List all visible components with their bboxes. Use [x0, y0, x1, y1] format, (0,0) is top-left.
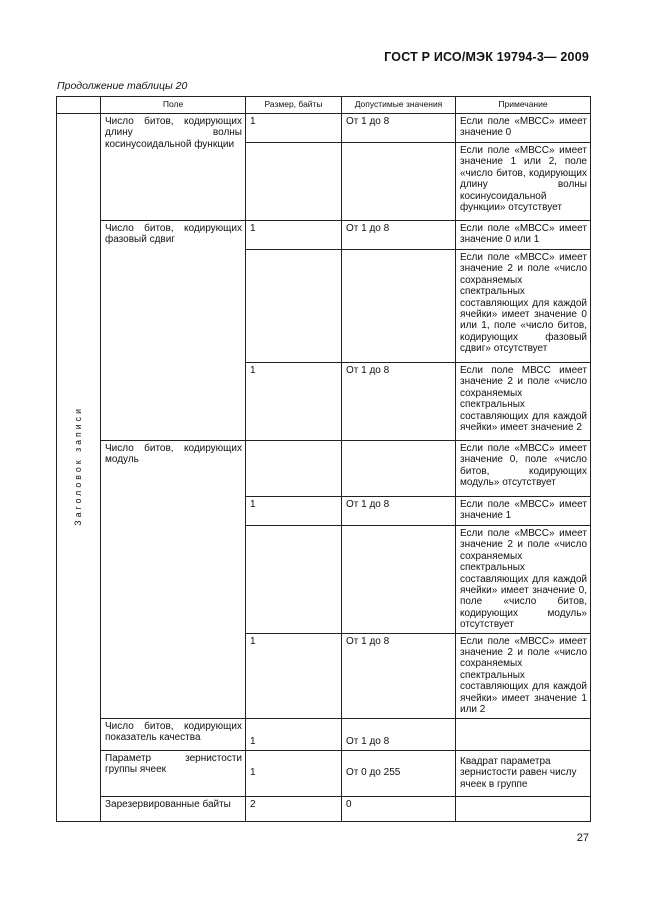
table-row [57, 114, 591, 143]
field-cell: Параметр зернистости группы ячеек [101, 750, 246, 796]
field-cell: Число битов, кодирующих показатель качества [101, 718, 246, 750]
header-empty [57, 97, 101, 114]
size-cell: 1 [246, 633, 342, 718]
col-header-field: Поле [101, 97, 246, 114]
note-cell [456, 718, 591, 750]
size-cell [246, 250, 342, 363]
note-cell: Если поле МВСС имеет значение 2 и поле «число сохраняемых спектральных составляющих для каждой ячейки» имеет значение 2 [456, 363, 591, 441]
col-header-note: Примечание [456, 97, 591, 114]
field-cell: Зарезервированные байты [101, 796, 246, 821]
note-cell [456, 796, 591, 821]
values-cell: 0 [342, 796, 456, 821]
note-cell: Если поле «МВСС» имеет значение 2 и поле «число сохраняемых спектральных составляющих для каждой ячейки» имеет значение 1 или 2 [456, 633, 591, 718]
table-row [57, 221, 591, 250]
size-cell [246, 143, 342, 221]
note-cell: Если поле «МВСС» имеет значение 0 [456, 114, 591, 143]
table-row [57, 718, 591, 750]
table-row [57, 750, 591, 796]
values-cell: От 1 до 8 [342, 718, 456, 750]
table-header-row [57, 97, 591, 114]
note-cell: Если поле «МВСС» имеет значение 0 или 1 [456, 221, 591, 250]
values-cell: От 1 до 8 [342, 363, 456, 441]
size-cell: 1 [246, 750, 342, 796]
spec-table [56, 96, 591, 822]
values-cell [342, 143, 456, 221]
field-cell: Число битов, кодирующих длину волны косинусоидальной функции [101, 114, 246, 221]
page-number: 27 [576, 832, 589, 844]
col-header-values: Допустимые значения [342, 97, 456, 114]
size-cell: 2 [246, 796, 342, 821]
note-cell: Квадрат параметра зернистости равен числу ячеек в группе [456, 750, 591, 796]
table-row [57, 796, 591, 821]
size-cell: 1 [246, 497, 342, 526]
table-caption: Продолжение таблицы 20 [57, 80, 188, 92]
values-cell: От 0 до 255 [342, 750, 456, 796]
field-cell: Число битов, кодирующих модуль [101, 441, 246, 719]
size-cell: 1 [246, 221, 342, 250]
note-cell: Если поле «МВСС» имеет значение 1 [456, 497, 591, 526]
section-cell [57, 114, 101, 822]
values-cell [342, 526, 456, 634]
values-cell: От 1 до 8 [342, 497, 456, 526]
size-cell: 1 [246, 718, 342, 750]
values-cell: От 1 до 8 [342, 221, 456, 250]
note-cell: Если поле «МВСС» имеет значение 0, поле «число битов, кодирующих модуль» отсутствует [456, 441, 591, 497]
field-cell: Число битов, кодирующих фазовый сдвиг [101, 221, 246, 441]
values-cell: От 1 до 8 [342, 114, 456, 143]
document-header: ГОСТ Р ИСО/МЭК 19794-3— 2009 [384, 50, 589, 64]
col-header-size: Размер, байты [246, 97, 342, 114]
values-cell [342, 441, 456, 497]
size-cell [246, 526, 342, 634]
note-cell: Если поле «МВСС» имеет значение 1 или 2, поле «число битов, кодирующих длину волны косинусоидальной функции» отсутствует [456, 143, 591, 221]
size-cell [246, 441, 342, 497]
size-cell: 1 [246, 363, 342, 441]
table-row [57, 441, 591, 497]
note-cell: Если поле «МВСС» имеет значение 2 и поле «число сохраняемых спектральных составляющих для каждой ячейки» имеет значение 0 или 1, поле «число битов, кодирующих фазовый сдвиг» отсутствует [456, 250, 591, 363]
size-cell: 1 [246, 114, 342, 143]
values-cell: От 1 до 8 [342, 633, 456, 718]
note-cell: Если поле «МВСС» имеет значение 2 и поле «число сохраняемых спектральных составляющих для каждой ячейки» имеет значение 0, поле «число битов, кодирующих модуль» отсутствует [456, 526, 591, 634]
values-cell [342, 250, 456, 363]
section-label: Заголовок записи [72, 405, 83, 526]
